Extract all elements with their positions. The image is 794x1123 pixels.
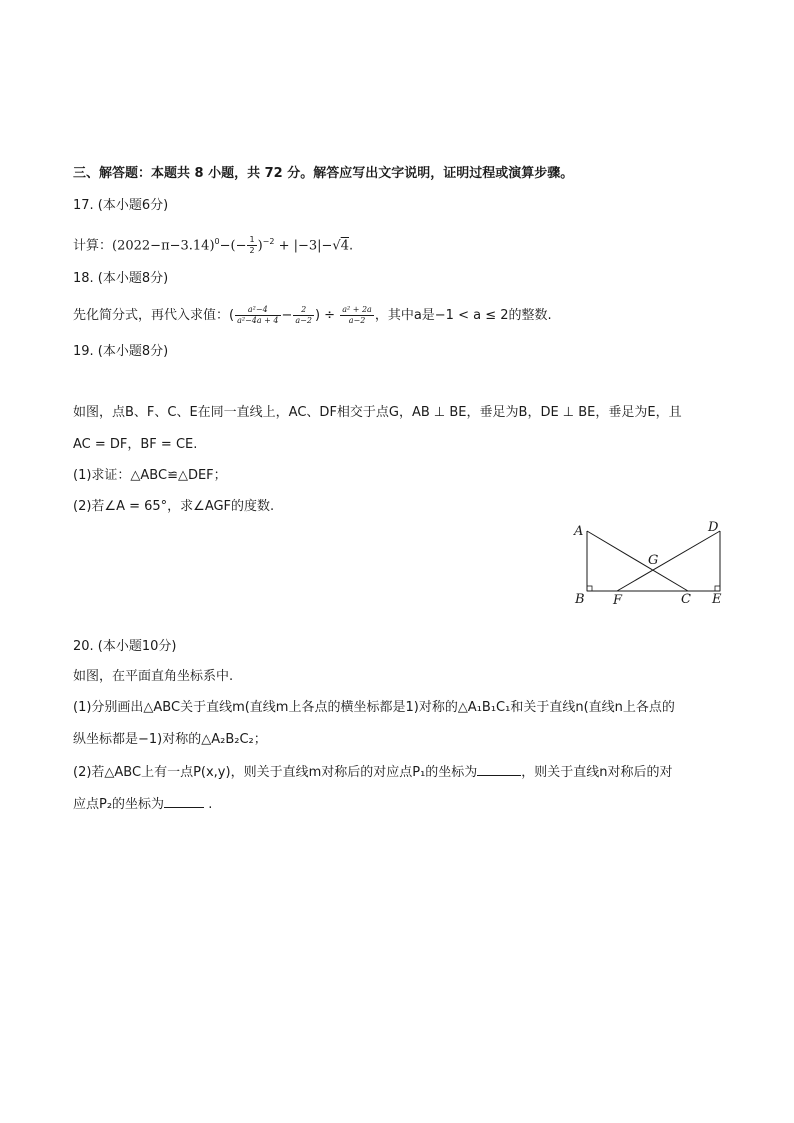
q18-expression [73, 305, 552, 326]
label-f: F [613, 593, 623, 608]
segment-df [617, 531, 720, 591]
q20-part-1-line-2: 纵坐标都是−1)对称的△A₂B₂C₂； [73, 732, 267, 747]
right-angle-e [715, 586, 720, 591]
q18-header: 18. (本小题8分) [73, 271, 169, 286]
q19-geometry-figure [560, 515, 735, 615]
right-angle-b [587, 586, 592, 591]
label-c: C [681, 592, 691, 607]
q18-fraction-1: $\frac{\text{a²−4}}{\text{a²−4a + 4}}$ [237, 305, 279, 325]
q20-part-2-line-1 [73, 762, 673, 782]
q20-intro: 如图，在平面直角坐标系中. [73, 669, 234, 684]
q18-suffix: ，其中a是−1 < a ≤ 2的整数. [374, 308, 552, 323]
section-heading: 三、解答题：本题共 8 小题，共 72 分。解答应写出文字说明，证明过程或演算步骤。 [73, 166, 574, 181]
q19-line-2: AC = DF，BF = CE. [73, 437, 198, 452]
q18-fraction-2: $\frac{2}{a-2}$ [295, 305, 312, 325]
q20-part-2-period: . [208, 797, 213, 812]
q17-expression [73, 233, 353, 256]
label-a: A [574, 524, 584, 539]
q20-part-2-text-b: ，则关于直线n对称后的对 [521, 765, 673, 780]
q18-divide: ) ÷ [314, 308, 340, 323]
answer-blank-p2[interactable] [164, 794, 204, 808]
q17-expr-d: + |−3|−√ [274, 238, 341, 254]
q20-part-2-line-2 [73, 794, 212, 814]
q18-prefix: 先化简分式，再代入求值：( [73, 308, 235, 323]
q17-exp-neg2: −2 [262, 237, 275, 246]
q17-expr-c: ) [257, 238, 263, 254]
q17-radicand: 4 [340, 238, 349, 254]
q17-exp-0: 0 [214, 237, 220, 246]
q19-part-1: (1)求证：△ABC≌△DEF； [73, 468, 227, 483]
q17-half-fraction: $\frac{1}{2}$ [249, 235, 255, 256]
q20-part-2-text-a: (2)若△ABC上有一点P(x,y)，则关于直线m对称后的对应点P₁的坐标为 [73, 765, 478, 780]
q17-expr-a: (2022−π−3.14) [112, 238, 215, 254]
q20-part-2-text-c: 应点P₂的坐标为 [73, 797, 165, 812]
q18-minus: − [281, 308, 293, 323]
answer-blank-p1[interactable] [477, 762, 521, 776]
q18-fraction-3: $\frac{\text{a² + 2a}}{a-2}$ [342, 305, 372, 325]
q19-line-1: 如图，点B、F、C、E在同一直线上，AC、DF相交于点G，AB ⊥ BE，垂足为B，DE ⊥ BE，垂足为E，且 [73, 405, 682, 420]
segment-ac [587, 531, 688, 591]
q19-header: 19. (本小题8分) [73, 344, 169, 359]
q17-period: . [349, 238, 354, 254]
q17-expr-b: −(− [219, 238, 247, 254]
q20-part-1-line-1: (1)分别画出△ABC关于直线m(直线m上各点的横坐标都是1)对称的△A₁B₁C₁和关于直线n(直线n上各点的 [73, 700, 675, 715]
label-d: D [708, 520, 719, 535]
q20-header: 20. (本小题10分) [73, 639, 177, 654]
q17-prefix: 计算： [73, 238, 113, 254]
label-b: B [575, 592, 585, 607]
q17-header: 17. (本小题6分) [73, 198, 169, 213]
label-g: G [648, 553, 659, 568]
label-e: E [712, 592, 722, 607]
q19-part-2: (2)若∠A = 65°，求∠AGF的度数. [73, 499, 275, 514]
